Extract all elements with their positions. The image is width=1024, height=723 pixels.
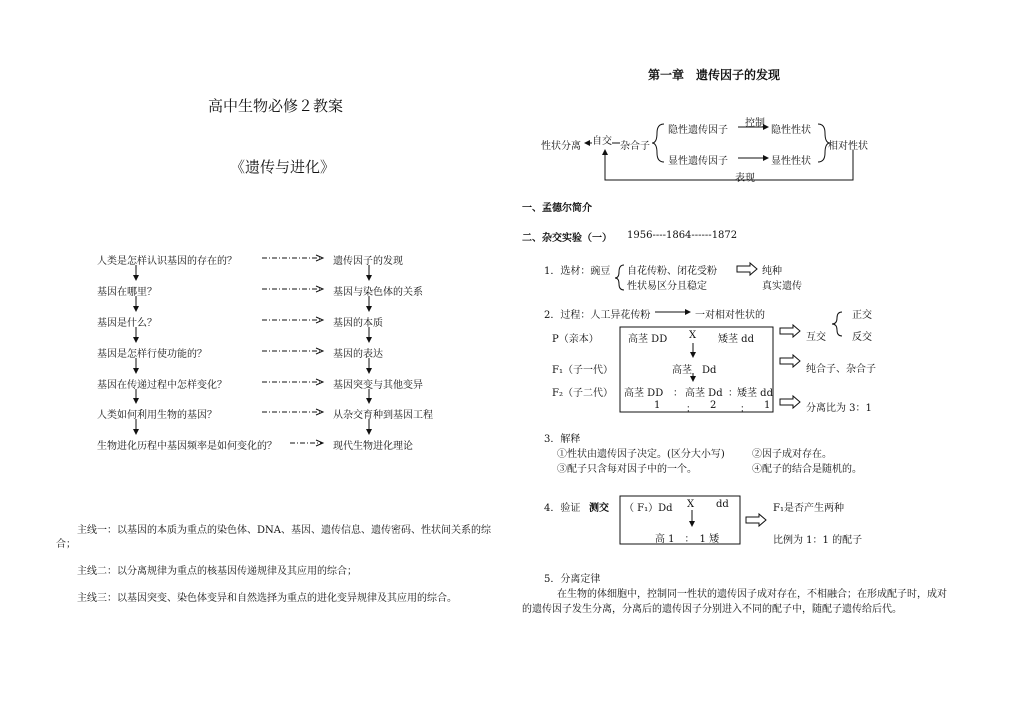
answer-4: 基因突变与其他变异 xyxy=(333,380,423,391)
process-pair: 一对相对性状的 xyxy=(695,310,765,321)
concept-relative-traits: 相对性状 xyxy=(828,141,868,152)
ratio-1: ： xyxy=(686,404,696,415)
concept-trait-separation: 性状分离 xyxy=(541,141,581,152)
ratio-0: 1 xyxy=(654,400,661,411)
material-line1: 自花传粉、闭花受粉 xyxy=(627,266,717,277)
mainline-1-cont: 合； xyxy=(56,539,76,550)
process-label: 2．过程：人工异花传粉 xyxy=(544,310,651,321)
material-line2: 性状易区分且稳定 xyxy=(627,281,707,292)
question-6: 生物进化历程中基因频率是如何变化的？ xyxy=(97,441,277,452)
verify-row1-a: （ F₁）Dd xyxy=(624,503,673,514)
concept-selfing: 自交 xyxy=(592,136,612,147)
verify-open-arrow xyxy=(746,514,766,526)
question-1: 基因在哪里？ xyxy=(97,287,157,298)
material-brace xyxy=(615,265,624,290)
chapter-title: 第一章 遗传因子的发现 xyxy=(648,68,781,82)
f1-row: 高茎 Dd xyxy=(672,365,717,376)
f2-row-1: ： xyxy=(673,388,683,399)
verify-row2: 高 1 ： 1 矮 xyxy=(655,534,720,545)
ratio-2: 2 xyxy=(710,400,717,411)
verify-question: F₁是否产生两种 xyxy=(773,503,844,514)
answer-1: 基因与染色体的关系 xyxy=(333,287,423,298)
reverse-label: 反交 xyxy=(852,332,872,343)
f2-row-0: 高茎 DD xyxy=(624,388,664,399)
material-result2: 真实遗传 xyxy=(762,281,802,292)
concept-dominant-factor: 显性遗传因子 xyxy=(668,156,728,167)
verify-row1-x: X xyxy=(687,499,695,510)
law-line1: 在生物的体细胞中，控制同一性状的遗传因子成对存在，不相融合；在形成配子时，成对 xyxy=(557,589,947,600)
mainline-3: 主线三：以基因突变、染色体变异和自然选择为重点的进化变异规律及其应用的综合。 xyxy=(77,593,457,604)
concept-heterozygote: 杂合子 xyxy=(620,141,650,152)
forward-label: 正交 xyxy=(852,310,872,321)
explain-p3: ③配子只含每对因子中的一个。 xyxy=(557,464,697,475)
question-0: 人类是怎样认识基因的存在的？ xyxy=(97,256,237,267)
f2-row-4: 矮茎 dd xyxy=(737,388,773,399)
concept-recessive-trait: 隐性性状 xyxy=(771,125,811,136)
f1-note: 纯合子、杂合子 xyxy=(806,364,876,375)
factor-brace xyxy=(652,124,664,162)
material-open-arrow xyxy=(737,263,757,275)
answer-2: 基因的本质 xyxy=(333,318,383,329)
material-result1: 纯种 xyxy=(762,266,782,277)
p-row-tall: 高茎 DD xyxy=(628,334,668,345)
dashed-connector-arrows xyxy=(262,258,322,443)
p-row-x: X xyxy=(689,330,697,341)
p-label: P（亲本） xyxy=(552,334,599,345)
ratio-3: ： xyxy=(740,404,750,415)
ratio-4: 1 xyxy=(764,400,771,411)
verify-label: 4．验证 xyxy=(544,503,581,514)
expression-loop xyxy=(605,150,853,180)
explain-p4: ④配子的结合是随机的。 xyxy=(752,464,862,475)
verify-row1-b: dd xyxy=(716,499,729,510)
verify-method: 测交 xyxy=(589,503,609,514)
law-label: 5．分离定律 xyxy=(544,574,601,585)
section-1-heading: 一、孟德尔简介 xyxy=(522,203,592,214)
concept-expression: 表现 xyxy=(735,173,755,184)
answer-6: 现代生物进化理论 xyxy=(333,441,413,452)
f2-row-2: 高茎 Dd xyxy=(685,388,723,399)
trait-brace xyxy=(818,124,830,162)
explain-p1: ①性状由遗传因子决定。(区分大小写) xyxy=(557,449,725,460)
concept-control: 控制 xyxy=(745,118,765,129)
f2-note: 分离比为 3：1 xyxy=(806,403,872,414)
p-row-short: 矮茎 dd xyxy=(718,334,754,345)
answer-5: 从杂交育种到基因工程 xyxy=(333,410,433,421)
concept-recessive-factor: 隐性遗传因子 xyxy=(668,125,728,136)
explain-p2: ②因子成对存在。 xyxy=(752,449,832,460)
answer-0: 遗传因子的发现 xyxy=(333,256,403,267)
page-title: 高中生物必修２教案 xyxy=(208,97,344,115)
question-2: 基因是什么？ xyxy=(97,318,157,329)
question-4: 基因在传递过程中怎样变化？ xyxy=(97,380,227,391)
verify-answer: 比例为 1：1 的配子 xyxy=(773,535,863,546)
f2-row-3: ： xyxy=(728,388,738,399)
cross-brace xyxy=(832,312,842,336)
question-5: 人类如何利用生物的基因？ xyxy=(97,410,217,421)
f2-label: F₂（子二代） xyxy=(552,388,613,399)
section-2-years: 1956----1864------1872 xyxy=(627,230,738,241)
f1-label: F₁（子一代） xyxy=(552,365,613,376)
explain-label: 3．解释 xyxy=(544,434,581,445)
process-open-arrows xyxy=(780,325,800,408)
cross-box xyxy=(620,327,773,412)
mainline-1: 主线一：以基因的本质为重点的染色体、DNA、基因、遗传信息、遗传密码、性状间关系的综 xyxy=(77,525,491,536)
cross-label: 互交 xyxy=(806,332,826,343)
section-2-heading: 二、杂交实验（一） xyxy=(522,233,612,244)
material-label: 1．选材：豌豆 xyxy=(544,266,611,277)
page-subtitle: 《遗传与进化》 xyxy=(230,158,336,176)
concept-dominant-trait: 显性性状 xyxy=(771,156,811,167)
law-line2: 的遗传因子发生分离，分离后的遗传因子分别进入不同的配子中，随配子遗传给后代。 xyxy=(522,604,902,615)
answer-3: 基因的表达 xyxy=(333,349,383,360)
question-3: 基因是怎样行使功能的？ xyxy=(97,349,207,360)
mainline-2: 主线二：以分离规律为重点的核基因传递规律及其应用的综合； xyxy=(77,566,357,577)
testcross-box xyxy=(620,496,740,544)
